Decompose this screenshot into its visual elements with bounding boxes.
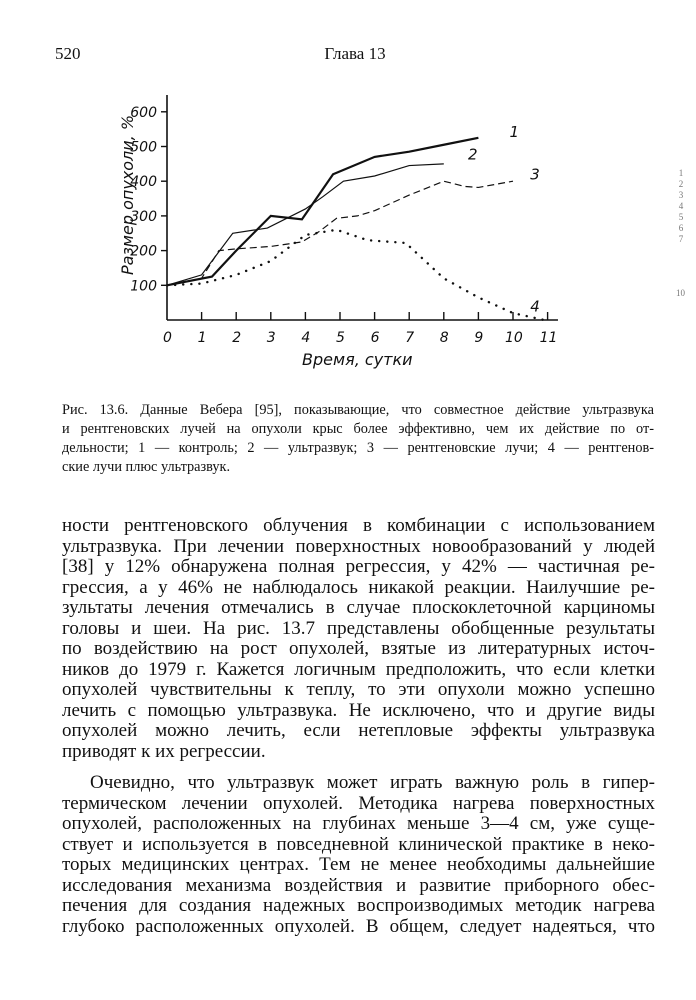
- series-label-1: 1: [509, 123, 520, 142]
- series-line-4: [167, 230, 544, 320]
- series-lines: [167, 138, 544, 320]
- y-axis-label: Размер опухоли, %: [118, 114, 137, 276]
- body-line: исследования механизма воздействия и развитие приборного обес-: [62, 874, 655, 896]
- body-line: приводят к их регрессии.: [62, 740, 266, 762]
- body-line: ультразвука. При лечении поверхностных новообразований у людей: [62, 535, 655, 557]
- x-tick-label: 7: [405, 330, 415, 346]
- body-line: печения для создания надежных воспроизводимых методик нагрева: [62, 895, 655, 916]
- body-line: ников до 1979 г. Кажется логичным предположить, что если клетки: [62, 658, 655, 680]
- page-number: 520: [55, 44, 81, 63]
- margin-mark: 7: [678, 234, 684, 244]
- margin-mark: 4: [678, 201, 684, 211]
- x-tick-label: 1: [197, 330, 207, 346]
- body-line: головы и шеи. На рис. 13.7 представлены обобщенные результаты: [62, 617, 655, 639]
- series-label-3: 3: [530, 165, 540, 184]
- series-label-4: 4: [530, 297, 540, 316]
- body-line: торых медицинских центрах. Тем не менее необходимы дальнейшие: [62, 854, 655, 875]
- body-line: опухолей, расположенных на глубинах меньше 3—4 см, уже суще-: [62, 813, 655, 834]
- series-line-1: [167, 138, 478, 285]
- body-line: ности рентгеновского облучения в комбинации с использованием: [62, 515, 655, 536]
- caption-line: и рентгеновских лучей на опухоли крыс более эффективно, чем их действие по от-: [62, 421, 654, 437]
- margin-mark: 6: [678, 223, 684, 233]
- margin-mark-extra: 10: [676, 288, 685, 298]
- body-line: термическом лечении опухолей. Методика нагрева поверхностных: [62, 792, 655, 814]
- labels: [118, 105, 557, 369]
- body-line: опухолей чувствительны к теплу, то эти опухоли можно успешно: [62, 679, 655, 700]
- margin-mark: 2: [678, 179, 684, 189]
- body-line: опухолей можно лечить, если нетепловые эффекты ультразвука: [62, 720, 655, 741]
- y-tick-label: 400: [130, 174, 157, 191]
- margin-mark: 5: [678, 212, 684, 222]
- x-tick-label: 9: [474, 330, 484, 346]
- margin-mark: 3: [678, 190, 684, 200]
- body-line: [38] у 12% обнаружена полная регрессия, у 42% — частичная ре-: [62, 556, 655, 577]
- body-line: ствует и используется в повседневной клинической практике в неко-: [62, 833, 655, 855]
- x-tick-label: 8: [439, 330, 449, 346]
- x-tick-label: 4: [301, 330, 311, 346]
- x-tick-label: 10: [505, 330, 523, 346]
- body-line: грессия, а у 46% не наблюдалось никакой реакции. Наилучшие ре-: [62, 576, 655, 598]
- body-line: по воздействию на рост опухолей, взятые из литературных источ-: [62, 638, 655, 659]
- margin-mark: 1: [678, 168, 684, 178]
- x-tick-label: 0: [163, 330, 172, 346]
- x-axis-label: Время, сутки: [302, 350, 413, 369]
- body-line: глубоко расположенных опухолей. В общем, следует надеяться, что: [62, 915, 655, 937]
- x-tick-label: 5: [336, 330, 345, 346]
- caption-line: дельности; 1 — контроль; 2 — ультразвук; 3 — рентгеновские лучи; 4 — рентгенов-: [62, 440, 654, 456]
- x-tick-label: 11: [539, 330, 558, 346]
- series-label-2: 2: [468, 145, 478, 164]
- y-tick-label: 100: [130, 278, 157, 295]
- caption-line: Рис. 13.6. Данные Вебера [95], показывающие, что совместное действие ультразвука: [62, 402, 654, 418]
- body-line: зультаты лечения отмечались в случае плоскоклеточной карциномы: [62, 597, 655, 618]
- x-tick-label: 2: [232, 330, 242, 346]
- x-tick-label: 3: [266, 330, 276, 346]
- body-line: лечить с помощью ультразвука. Не исключено, что и другие виды: [62, 699, 655, 721]
- y-tick-label: 300: [130, 208, 157, 225]
- y-tick-label: 200: [130, 243, 157, 260]
- y-tick-label: 500: [130, 139, 157, 156]
- tumor-size-chart: [0, 0, 696, 400]
- running-header: Глава 13: [324, 44, 386, 63]
- y-tick-label: 600: [130, 104, 157, 121]
- axes: [161, 95, 558, 320]
- x-tick-label: 6: [370, 330, 380, 346]
- caption-line: ские лучи плюс ультразвук.: [62, 459, 231, 475]
- body-line: Очевидно, что ультразвук может играть важную роль в гипер-: [90, 772, 655, 793]
